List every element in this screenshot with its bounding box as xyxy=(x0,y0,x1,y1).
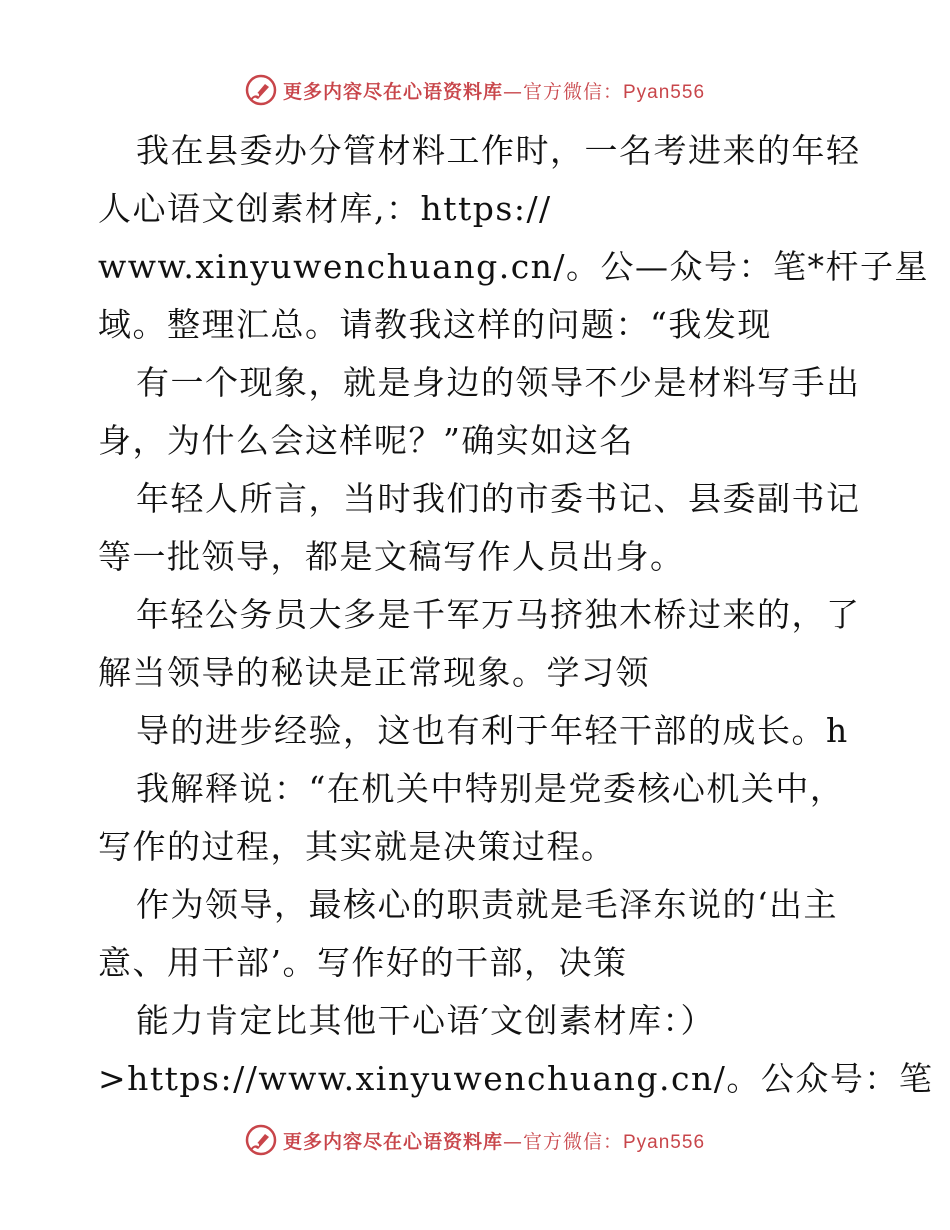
footer-brand-sub: 官方微信： xyxy=(522,1130,623,1153)
header-brand-dash: — xyxy=(502,80,523,103)
text-line: www.xinyuwenchuang.cn/。公—众号：笔*杆子星 xyxy=(98,247,930,286)
header-banner xyxy=(0,70,950,110)
pen-tip-logo-icon xyxy=(245,1124,277,1156)
text-line: 作为领导，最核心的职责就是毛泽东说的‘出主 xyxy=(136,885,838,924)
footer-brand-dash: — xyxy=(502,1130,523,1153)
text-line: 我在县委办分管材料工作时，一名考进来的年轻 xyxy=(136,131,861,170)
text-line: 域。整理汇总。请教我这样的问题：“我发现 xyxy=(98,305,772,344)
text-line: 年轻人所言，当时我们的市委书记、县委副书记 xyxy=(136,479,861,518)
text-line: 导的进步经验，这也有利于年轻干部的成长。h xyxy=(136,711,849,750)
text-line: 等一批领导，都是文稿写作人员出身。 xyxy=(98,537,685,576)
text-line: 人心语文创素材库,：https:// xyxy=(98,189,552,228)
text-line: 我解释说：“在机关中特别是党委核心机关中， xyxy=(136,769,845,808)
text-line: 意、用干部’。写作好的干部，决策 xyxy=(98,943,628,982)
header-brand-text xyxy=(283,77,705,104)
text-line: >https://www.xinyuwenchuang.cn/。公众号：笔 xyxy=(98,1059,934,1098)
text-line: 有一个现象，就是身边的领导不少是材料写手出 xyxy=(136,363,861,402)
text-line: 能力肯定比其他干心语′文创素材库：） xyxy=(136,1001,715,1040)
text-line: 年轻公务员大多是千军万马挤独木桥过来的，了 xyxy=(136,595,861,634)
footer-banner xyxy=(0,1120,950,1160)
header-brand-sub: 官方微信： xyxy=(522,80,623,103)
text-line: 身，为什么会这样呢？”确实如这名 xyxy=(98,421,634,460)
body-text xyxy=(98,122,934,1108)
footer-brand-main: 更多内容尽在心语资料库 xyxy=(282,1130,503,1153)
header-brand-main: 更多内容尽在心语资料库 xyxy=(282,80,503,103)
text-line: 写作的过程，其实就是决策过程。 xyxy=(98,827,616,866)
pen-tip-logo-icon xyxy=(245,74,277,106)
header-brand-id: Pyan556 xyxy=(623,81,706,103)
text-line: 解当领导的秘诀是正常现象。学习领 xyxy=(98,653,650,692)
footer-brand-text xyxy=(283,1127,705,1154)
footer-brand-id: Pyan556 xyxy=(623,1131,706,1153)
